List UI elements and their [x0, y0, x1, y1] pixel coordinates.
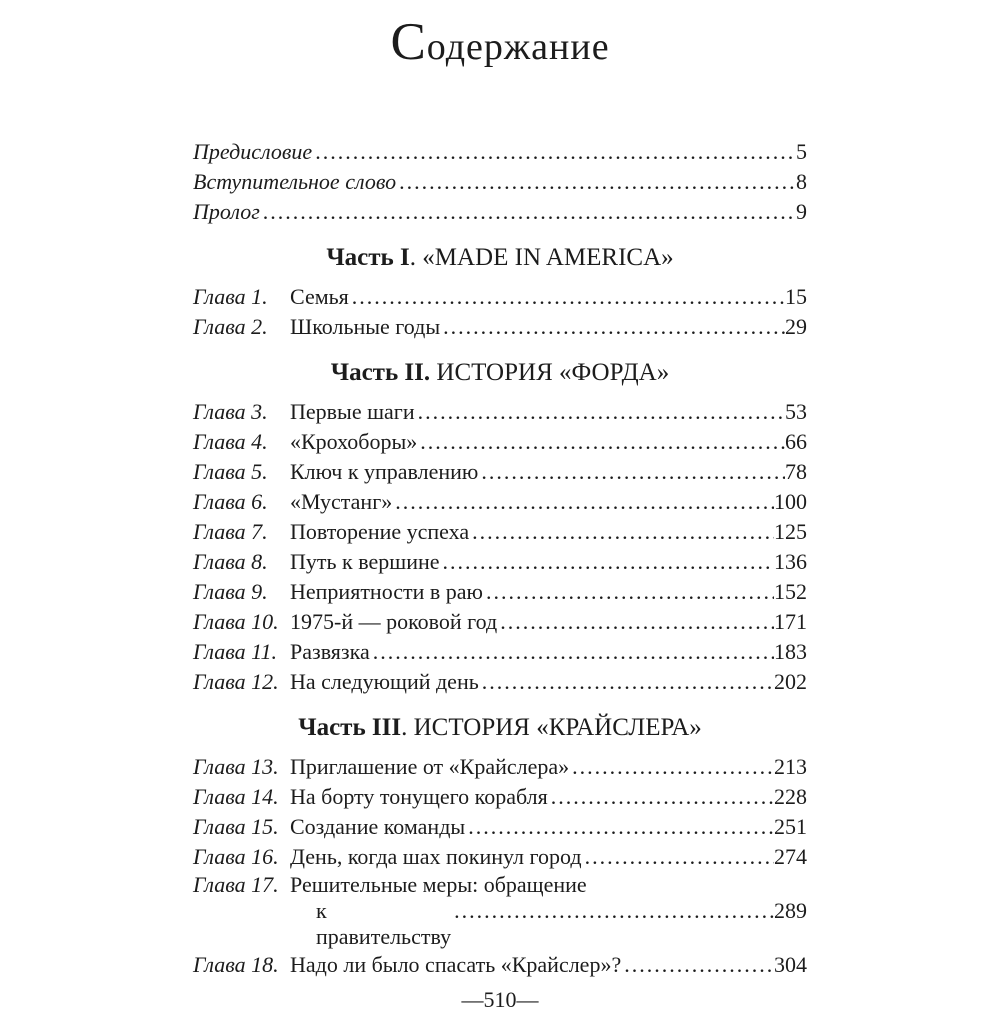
toc-page: [193, 0, 807, 1014]
chapter-title: Путь к вершине: [290, 549, 440, 574]
page-number: 136: [774, 549, 807, 574]
chapter-label: Глава 18.: [193, 952, 279, 977]
folio: —510—: [461, 987, 539, 1012]
page-title-rest: одержание: [426, 26, 610, 68]
page-footer: [193, 986, 807, 1014]
chapter-title: Решительные меры: обращение: [290, 872, 587, 897]
dot-leader: [482, 667, 774, 697]
dot-leader: [443, 312, 785, 342]
toc-entry: [193, 607, 807, 637]
page-number: 228: [774, 784, 807, 809]
page-number: 9: [796, 199, 807, 224]
toc-entry: [193, 487, 807, 517]
dot-leader: [352, 282, 785, 312]
page-number: 100: [774, 489, 807, 514]
chapter-title: 1975-й — роковой год: [290, 609, 498, 634]
page-number: 213: [774, 754, 807, 779]
dot-leader: [418, 397, 785, 427]
chapter-label: Глава 11.: [193, 639, 277, 664]
toc-entry: [193, 427, 807, 457]
part-heading-title: ИСТОРИЯ «ФОРДА»: [430, 359, 670, 386]
toc-entry: [193, 137, 807, 167]
page-number: 183: [774, 639, 807, 664]
chapter-label: Глава 5.: [193, 459, 268, 484]
dot-leader: [395, 487, 774, 517]
toc-entry: [193, 782, 807, 812]
chapter-label: Глава 17.: [193, 872, 279, 897]
dot-leader: [481, 457, 785, 487]
dot-leader: [454, 898, 774, 924]
dot-leader: [572, 752, 774, 782]
chapter-label: Глава 2.: [193, 314, 268, 339]
chapter-label: Глава 7.: [193, 519, 268, 544]
dot-leader: [468, 812, 774, 842]
part-heading-label: Часть III: [298, 714, 402, 741]
part-heading-title: . «MADE IN AMERICA»: [409, 244, 674, 271]
chapter-label: Глава 3.: [193, 399, 268, 424]
page-number: 251: [774, 814, 807, 839]
chapter-label: Глава 1.: [193, 284, 268, 309]
dot-leader: [315, 137, 796, 167]
chapter-label: Глава 8.: [193, 549, 268, 574]
chapter-label: Глава 14.: [193, 784, 279, 809]
entry-title: Вступительное слово: [193, 169, 397, 194]
toc-entry: [193, 167, 807, 197]
page-number: 202: [774, 669, 807, 694]
chapter-title: «Крохоборы»: [290, 429, 418, 454]
page-number: 78: [785, 459, 807, 484]
part-heading: [193, 242, 807, 274]
part-heading-label: Часть II.: [330, 359, 431, 386]
chapter-title: Первые шаги: [290, 399, 415, 424]
part-heading-title: . ИСТОРИЯ «КРАЙСЛЕРА»: [401, 714, 702, 741]
page-number: 289: [774, 898, 807, 923]
chapter-title-continuation: [290, 898, 807, 950]
page-number: 171: [774, 609, 807, 634]
part-heading-label: Часть I: [326, 244, 410, 271]
dot-leader: [551, 782, 774, 812]
dot-leader: [624, 950, 774, 980]
chapter-label: Глава 10.: [193, 609, 279, 634]
part-heading: [193, 712, 807, 744]
chapter-title: Семья: [290, 284, 349, 309]
dot-leader: [443, 547, 775, 577]
dot-leader: [399, 167, 796, 197]
chapter-label: Глава 9.: [193, 579, 268, 604]
dot-leader: [373, 637, 774, 667]
chapter-title-wrap: [290, 872, 807, 950]
part-heading: [193, 357, 807, 389]
toc-entry: [193, 667, 807, 697]
page-number: 152: [774, 579, 807, 604]
toc-entry: [193, 397, 807, 427]
toc-entry: [193, 812, 807, 842]
chapter-title-line2: к правительству: [316, 898, 452, 949]
chapter-title: На борту тонущего корабля: [290, 784, 548, 809]
entry-title: Предисловие: [193, 139, 313, 164]
chapter-title: Создание команды: [290, 814, 466, 839]
chapter-title: Приглашение от «Крайслера»: [290, 754, 570, 779]
toc-entry: [193, 752, 807, 782]
chapter-title: Школьные годы: [290, 314, 441, 339]
chapter-title: На следующий день: [290, 669, 479, 694]
chapter-label: Глава 4.: [193, 429, 268, 454]
dot-leader: [585, 842, 774, 872]
chapter-title: День, когда шах покинул город: [290, 844, 582, 869]
chapter-title: Неприятности в раю: [290, 579, 483, 604]
toc-entry: [193, 637, 807, 667]
dot-leader: [472, 517, 774, 547]
chapter-title: Развязка: [290, 639, 370, 664]
dot-leader: [486, 577, 774, 607]
page-number: 304: [774, 952, 807, 977]
toc-entry: [193, 312, 807, 342]
chapter-title: Надо ли было спасать «Крайслер»?: [290, 952, 622, 977]
page-number: 274: [774, 844, 807, 869]
dot-leader: [263, 197, 796, 227]
toc-entry: [193, 547, 807, 577]
entry-title: Пролог: [193, 199, 260, 224]
toc-entry: [193, 872, 807, 950]
chapter-label: Глава 6.: [193, 489, 268, 514]
dot-leader: [420, 427, 785, 457]
toc-entry: [193, 457, 807, 487]
chapter-label: Глава 12.: [193, 669, 279, 694]
chapter-title: Ключ к управлению: [290, 459, 479, 484]
toc-entry: [193, 517, 807, 547]
chapter-title: Повторение успеха: [290, 519, 470, 544]
chapter-label: Глава 13.: [193, 754, 279, 779]
page-title: [193, 13, 807, 71]
page-number: 125: [774, 519, 807, 544]
toc-entry: [193, 950, 807, 980]
page-number: 5: [796, 139, 807, 164]
toc-entry: [193, 197, 807, 227]
page-number: 66: [785, 429, 807, 454]
page-title-initial: С: [390, 13, 427, 71]
chapter-label: Глава 15.: [193, 814, 279, 839]
page-number: 29: [785, 314, 807, 339]
chapter-label: Глава 16.: [193, 844, 279, 869]
chapter-title: «Мустанг»: [290, 489, 393, 514]
dot-leader: [500, 607, 774, 637]
page-number: 8: [796, 169, 807, 194]
page-number: 53: [785, 399, 807, 424]
page-number: 15: [785, 284, 807, 309]
toc-entry: [193, 577, 807, 607]
toc-entry: [193, 282, 807, 312]
toc-entry: [193, 842, 807, 872]
